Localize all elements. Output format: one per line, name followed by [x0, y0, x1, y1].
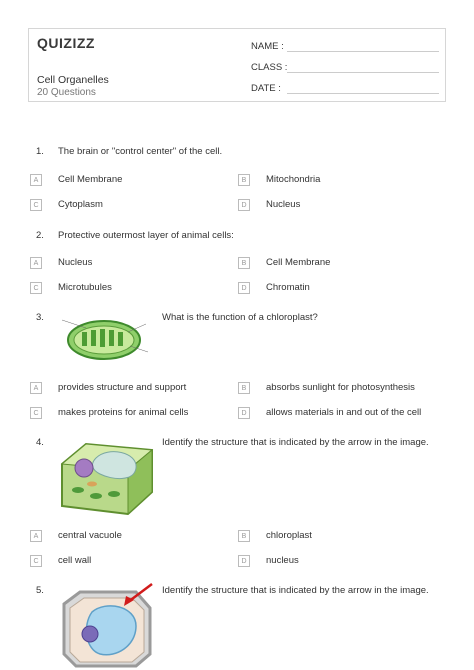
option-text: makes proteins for animal cells	[58, 407, 189, 418]
question-text: Protective outermost layer of animal cells:	[58, 230, 234, 241]
option-letter: C	[30, 199, 42, 211]
option-letter: A	[30, 174, 42, 186]
option-letter: C	[30, 282, 42, 294]
field-line	[287, 72, 439, 73]
option-letter: D	[238, 199, 250, 211]
field-line	[287, 51, 439, 52]
field-label: CLASS :	[251, 62, 288, 73]
question-1	[36, 146, 222, 157]
option-text: Cytoplasm	[58, 199, 103, 210]
option-letter: B	[238, 382, 250, 394]
field-label: DATE :	[251, 83, 281, 94]
option-text: Cell Membrane	[58, 174, 123, 185]
option-letter: A	[30, 382, 42, 394]
question-5-number: 5.	[36, 585, 44, 596]
question-2	[36, 230, 234, 241]
date-field[interactable]	[251, 83, 281, 94]
plant-cell-image	[56, 436, 156, 516]
option-text: Mitochondria	[266, 174, 321, 185]
question-number: 1.	[36, 146, 44, 157]
option-text: Chromatin	[266, 282, 310, 293]
worksheet-title: Cell Organelles	[37, 74, 109, 86]
option-text: Microtubules	[58, 282, 112, 293]
cell-arrow-image	[56, 582, 156, 668]
option-letter: A	[30, 257, 42, 269]
option-letter: D	[238, 555, 250, 567]
option-text: absorbs sunlight for photosynthesis	[266, 382, 415, 393]
option-letter: C	[30, 555, 42, 567]
option-text: Nucleus	[266, 199, 301, 210]
option-text: nucleus	[266, 555, 299, 566]
field-label: NAME :	[251, 41, 284, 52]
option-text: Nucleus	[58, 257, 93, 268]
option-letter: D	[238, 407, 250, 419]
option-letter: C	[30, 407, 42, 419]
option-letter: B	[238, 530, 250, 542]
question-text: The brain or "control center" of the cell.	[58, 146, 223, 157]
option-text: allows materials in and out of the cell	[266, 407, 422, 418]
brand-logo	[37, 35, 95, 51]
field-line	[287, 93, 439, 94]
option-text: Cell Membrane	[266, 257, 331, 268]
option-letter: A	[30, 530, 42, 542]
question-5-text: Identify the structure that is indicated by the arrow in the image.	[162, 585, 429, 596]
option-text: cell wall	[58, 555, 92, 566]
worksheet-header	[28, 28, 446, 102]
question-number: 2.	[36, 230, 44, 241]
question-3-number: 3.	[36, 312, 44, 323]
chloroplast-diagram-image	[58, 314, 154, 364]
option-letter: B	[238, 174, 250, 186]
question-3-text: What is the function of a chloroplast?	[162, 312, 318, 323]
option-letter: B	[238, 257, 250, 269]
option-text: central vacuole	[58, 530, 122, 541]
question-4-text: Identify the structure that is indicated by the arrow in the image.	[162, 437, 429, 448]
class-field[interactable]	[251, 62, 287, 73]
brand-text: QUIZIZZ	[37, 35, 95, 51]
option-letter: D	[238, 282, 250, 294]
question-4-number: 4.	[36, 437, 44, 448]
option-text: chloroplast	[266, 530, 312, 541]
worksheet-subtitle: 20 Questions	[37, 87, 96, 98]
name-field[interactable]	[251, 41, 284, 52]
option-text: provides structure and support	[58, 382, 187, 393]
